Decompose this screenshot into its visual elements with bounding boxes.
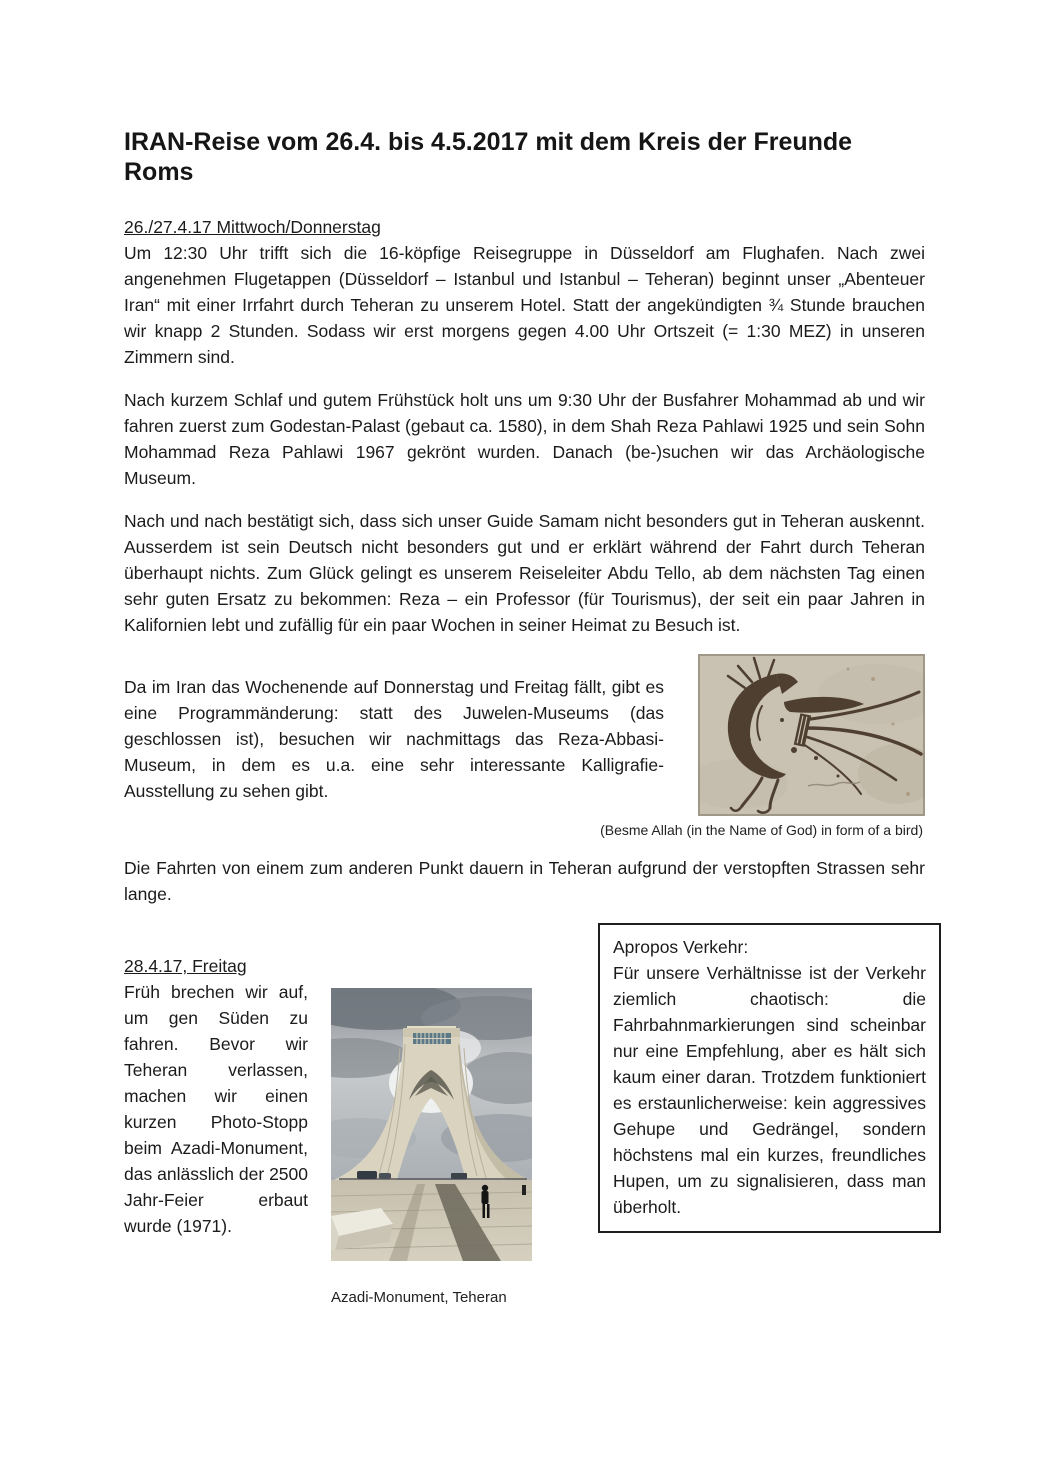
day1-paragraph-4: Da im Iran das Wochenende auf Donnerstag und Freitag fällt, gibt es eine Programmänderung: statt des Juwelen-Museums (das geschlossen ist), besuchen wir nachmittags das Reza-Abbasi-Museum, in dem es u.a. eine sehr interessante Kalligrafie-Ausstellung zu sehen gibt.: [124, 677, 664, 801]
bird-calligraphy-art: [698, 654, 925, 816]
document-title: [124, 127, 925, 187]
azadi-monument-art: [331, 988, 532, 1261]
document-title-text: IRAN-Reise vom 26.4. bis 4.5.2017 mit dem Kreis der Freunde Roms: [124, 128, 853, 186]
day2-section: [124, 923, 925, 1333]
azadi-monument-photo: [331, 988, 532, 1261]
day2-heading: 28.4.17, Freitag: [124, 956, 247, 976]
infobox-body: Für unsere Verhältnisse ist der Verkehr ziemlich chaotisch: die Fahrbahnmarkierungen sind scheinbar nur eine Empfehlung, aber es hält sich kaum einer daran. Trotzdem funktioniert es erstaunlicherweise: kein aggressives Gehupe und Gedrängel, sondern höchstens mal ein kurzes, freundliches Hupen, um zu signalisieren, dass man überholt.: [613, 963, 926, 1217]
day1-paragraph-2: Nach kurzem Schlaf und gutem Frühstück holt uns um 9:30 Uhr der Busfahrer Mohammad ab und wir fahren zuerst zum Godestan-Palast (gebaut ca. 1580), in dem Shah Reza Pahlawi 1925 und sein Sohn Mohammad Reza Pahlawi 1967 gekrönt wurden. Danach (be-)suchen wir das Archäologische Museum.: [124, 390, 925, 488]
bird-figure-block: [124, 654, 925, 838]
traffic-infobox: [598, 923, 941, 1233]
day2-paragraph: Früh brechen wir auf, um gen Süden zu fahren. Bevor wir Teheran verlassen, machen wir einen kurzen Photo-Stopp beim Azadi-Monument, das anlässlich der 2500 Jahr-Feier erbaut wurde (1971).: [124, 982, 308, 1236]
day1-paragraph-1: Um 12:30 Uhr trifft sich die 16-köpfige Reisegruppe in Düsseldorf am Flughafen. Nach zwei angenehmen Flugetappen (Düsseldorf – Istanbul und Istanbul – Teheran) beginnt unser „Abenteuer Iran“ mit einer Irrfahrt durch Teheran zu unserem Hotel. Statt der angekündigten ¾ Stunde brauchen wir knapp 2 Stunden. Sodass wir erst morgens gegen 4.00 Uhr Ortszeit (= 1:30 MEZ) in unseren Zimmern sind.: [124, 243, 925, 367]
page-content: [124, 0, 925, 1333]
day1-paragraph-5: Die Fahrten von einem zum anderen Punkt dauern in Teheran aufgrund der verstopften Strassen sehr lange.: [124, 858, 925, 904]
azadi-photo-caption: Azadi-Monument, Teheran: [331, 1289, 507, 1306]
day1-heading: 26./27.4.17 Mittwoch/Donnerstag: [124, 217, 381, 237]
day1-paragraph-3: Nach und nach bestätigt sich, dass sich unser Guide Samam nicht besonders gut in Teheran auskennt. Ausserdem ist sein Deutsch nicht besonders gut und er erklärt während der Fahrt durch Teheran überhaupt nichts. Zum Glück gelingt es unserem Reiseleiter Abdu Tello, ab dem nächsten Tag einen sehr guten Ersatz zu bekommen: Reza – ein Professor (für Tourismus), der seit ein paar Jahren in Kalifornien lebt und zufällig für ein paar Wochen in seiner Heimat zu Besuch ist.: [124, 511, 925, 635]
bird-image-caption: (Besme Allah (in the Name of God) in form of a bird): [600, 822, 923, 838]
bird-calligraphy-image: [698, 654, 925, 816]
infobox-title: Apropos Verkehr:: [613, 937, 749, 957]
